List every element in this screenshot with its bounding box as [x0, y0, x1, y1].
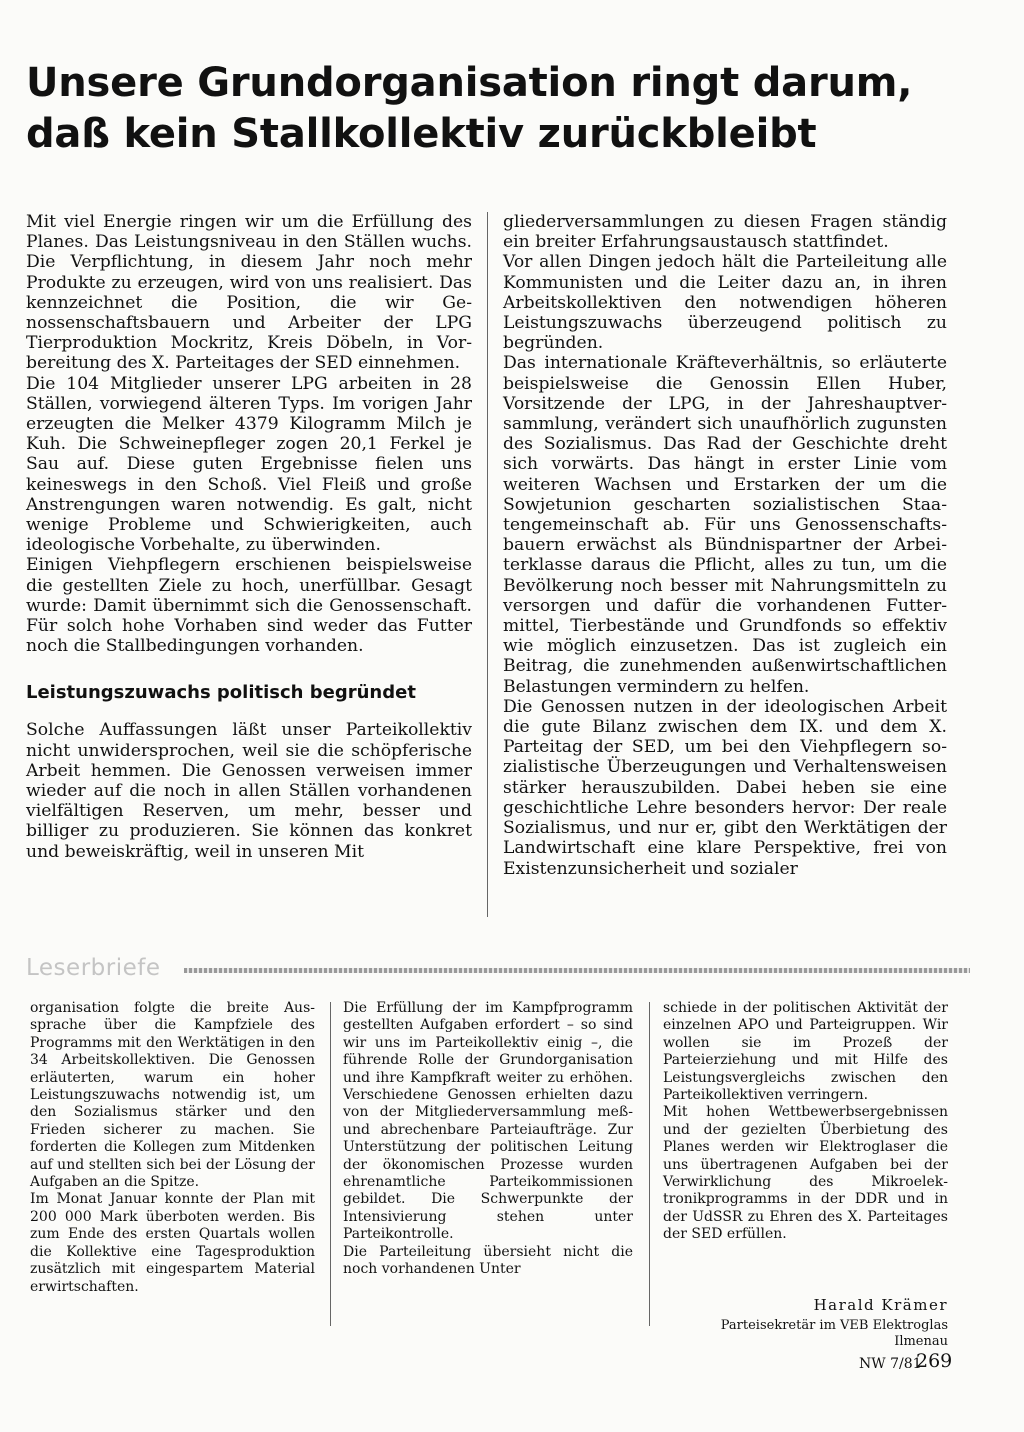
paragraph: Im Monat Januar konnte der Plan mit 200 000 Mark überboten werden. Bis zum Ende des ersten Quartals wollen die Kollektive eine Tagesproduktion zusätzlich mit eingespartem Material erwirtschaften.	[30, 1191, 315, 1295]
paragraph: Das internationale Kräfteverhältnis, so erläuterte beispielsweise die Genossin Ellen Huber, Vorsitzende der LPG, in der Jahreshauptversammlung, verändert sich unaufhörlich zugunsten des Sozialismus. Das Rad der Geschichte dreht sich vorwärts. Das hängt in erster Linie vom weiteren Wachsen und Erstarken der um die Sowjetunion gescharten sozialistischen Staatengemeinschaft ab. Für uns Genossenschaftsbauern erwächst als Bündnispartner der Arbeiterklasse daraus die Pflicht, alles zu tun, um die Bevölkerung noch besser mit Nahrungsmitteln zu versorgen und dafür die vorhandenen Futtermittel, Tierbestände und Grundfonds so effektiv wie möglich einzusetzen. Das ist zugleich ein Beitrag, die zunehmenden außenwirtschaftlichen Belastungen vermindern zu helfen.	[503, 353, 947, 697]
signature-role	[648, 1318, 948, 1350]
paragraph: Einigen Viehpflegern erschienen beispielsweise die gestellten Ziele zu hoch, unerfüllbar. Gesagt wurde: Damit übernimmt sich die Genossenschaft. Für solch hohe Vorhaben sind weder das Futter noch die Stallbedingungen vorhanden.	[26, 555, 472, 657]
headline: Unsere Grundorganisation ringt darum, daß kein Stallkollektiv zurückbleibt	[26, 60, 913, 157]
section-rule	[184, 968, 970, 973]
subheading: Leistungszuwachs politisch begründet	[26, 682, 416, 704]
paragraph: schiede in der politischen Aktivität der einzelnen APO und Parteigruppen. Wir wollen sie im Prozeß der Parteierziehung und mit Hilfe des Leistungsvergleichs zwischen den Parteikollektiven verringern.	[663, 1000, 948, 1104]
letter-column-1	[30, 1000, 315, 1296]
paragraph: Vor allen Dingen jedoch hält die Parteileitung alle Kommunisten und die Leiter dazu an, in ihren Arbeitskollektiven den notwendigen höheren Leistungszuwachs überzeugend politisch zu begründen.	[503, 252, 947, 354]
leserbriefe-label: Leserbriefe	[26, 955, 161, 981]
paragraph: Die Genossen nutzen in der ideologischen Arbeit die gute Bilanz zwischen dem IX. und dem X. Parteitag der SED, um bei den Viehpflegern sozialistische Überzeugungen und Verhaltensweisen stärker herauszubilden. Dabei heben sie eine geschichtliche Lehre besonders hervor: Der reale Sozialismus, und nur er, gibt den Werktätigen der Landwirtschaft eine klare Perspektive, frei von Existenzunsicherheit und sozialer	[503, 696, 947, 879]
article-column-2	[503, 212, 947, 879]
paragraph: Mit viel Energie ringen wir um die Erfüllung des Planes. Das Leistungsniveau in den Ställen wuchs. Die Verpflichtung, in diesem Jahr noch mehr Produkte zu erzeugen, wird von uns realisiert. Das kennzeichnet die Position, die wir Genossenschaftsbauern und Arbeiter der LPG Tierproduktion Mockritz, Kreis Döbeln, in Vorbereitung des X. Parteitages der SED einnehmen.	[26, 212, 472, 374]
paragraph: Mit hohen Wettbewerbsergebnissen und der gezielten Überbietung des Planes werden wir Elektroglaser die uns übertragenen Aufgaben bei der Verwirklichung des Mikroelektronikprogramms in der DDR und in der UdSSR zu Ehren des X. Parteitages der SED erfüllen.	[663, 1104, 948, 1243]
paragraph: gliederversammlungen zu diesen Fragen ständig ein breiter Erfahrungsaustausch stattfindet.	[503, 212, 947, 253]
issue-label: NW 7/81	[859, 1356, 922, 1372]
letter-column-2	[343, 1000, 633, 1279]
paragraph: Die Parteileitung übersieht nicht die noch vorhandenen Unter	[343, 1243, 633, 1278]
letter-column-3	[663, 1000, 948, 1244]
article-column-1	[26, 212, 472, 862]
paragraph: Die 104 Mitglieder unserer LPG arbeiten in 28 Ställen, vorwiegend älteren Typs. Im vorigen Jahr erzeugten die Melker 4379 Kilogramm Milch je Kuh. Die Schweinepfleger zogen 20,1 Ferkel je Sau auf. Diese guten Ergebnisse fielen uns keineswegs in den Schoß. Viel Fleiß und große Anstrengungen waren notwendig. Es galt, nicht wenige Probleme und Schwierigkeiten, auch ideologische Vorbehalte, zu überwinden.	[26, 373, 472, 556]
column-divider	[330, 1002, 331, 1326]
paragraph: organisation folgte die breite Aussprache über die Kampfziele des Programms mit den Werktätigen in den 34 Arbeitskollektiven. Die Genossen erläuterten, warum ein hoher Leistungszuwachs notwendig ist, um den Sozialismus stärker und den Frieden sicherer zu machen. Sie forderten die Kollegen zum Mitdenken auf und stellten sich bei der Lösung der Aufgaben an die Spitze.	[30, 1000, 315, 1191]
column-divider	[487, 212, 488, 917]
signature-role-line: Parteisekretär im VEB Elektroglas	[720, 1318, 948, 1333]
signature-role-line: Ilmenau	[894, 1334, 948, 1349]
signature-name: Harald Krämer	[813, 1296, 948, 1314]
paragraph: Solche Auffassungen läßt unser Parteikollektiv nicht unwidersprochen, weil sie die schöpferische Arbeit hemmen. Die Genossen verweisen immer wieder auf die noch in allen Ställen vorhandenen vielfältigen Reserven, um mehr, besser und billiger zu produzieren. Sie können das konkret und beweiskräftig, weil in unseren Mit	[26, 720, 472, 862]
page-number: 269	[916, 1350, 953, 1372]
column-divider	[649, 1002, 650, 1326]
paragraph: Die Erfüllung der im Kampfprogramm gestellten Aufgaben erfordert – so sind wir uns im Parteikollektiv einig –, die führende Rolle der Grundorganisation und ihre Kampfkraft weiter zu erhöhen. Verschiedene Genossen erhielten dazu von der Mitgliederversammlung meß- und abrechenbare Parteiaufträge. Zur Unterstützung der politischen Leitung der ökonomischen Prozesse wurden ehrenamtliche Parteikommissionen gebildet. Die Schwerpunkte der Intensivierung stehen unter Parteikontrolle.	[343, 1000, 633, 1243]
